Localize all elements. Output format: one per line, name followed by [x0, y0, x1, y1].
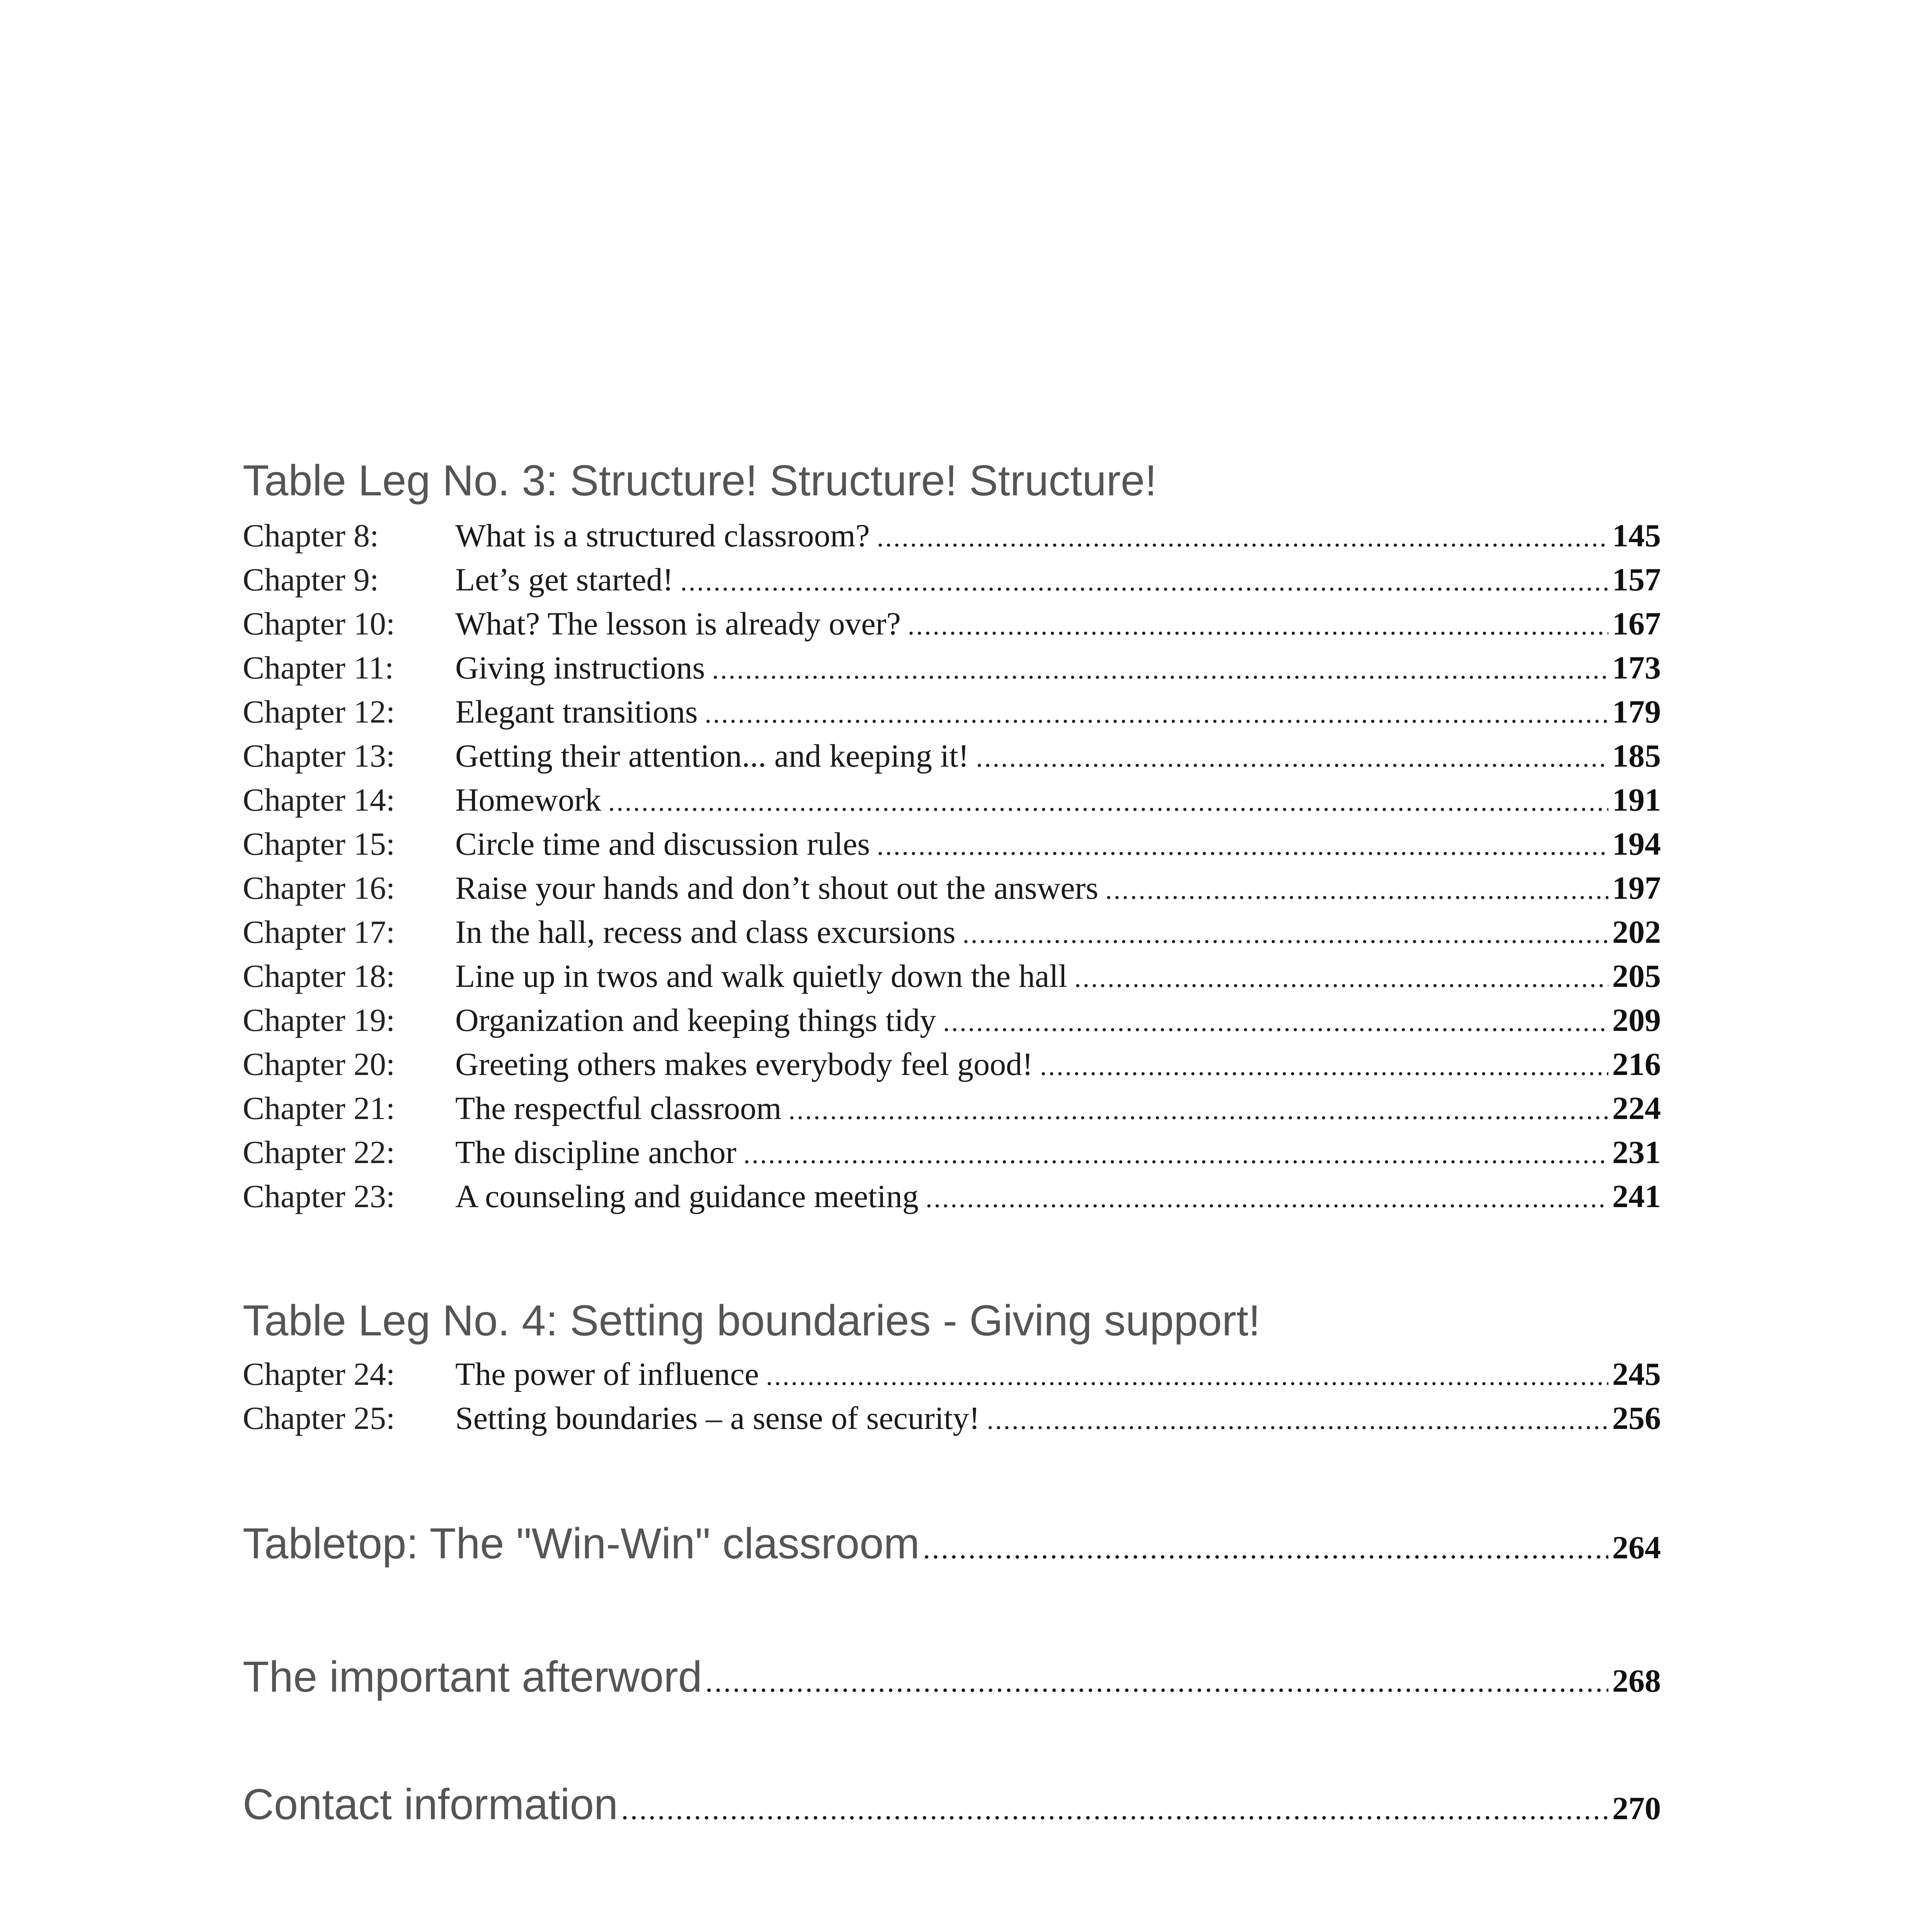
page-ref: 194 — [1612, 826, 1661, 862]
page-ref: 167 — [1612, 606, 1661, 642]
toc-entry[interactable] — [243, 514, 1661, 558]
chapter-label: Chapter 21: — [243, 1090, 395, 1126]
page-ref: 179 — [1612, 694, 1661, 730]
page-ref: 256 — [1612, 1400, 1661, 1436]
chapter-title: Greeting others makes everybody feel good! — [455, 1046, 1033, 1082]
toc-entry[interactable] — [243, 646, 1661, 690]
section-heading-table-leg-3: Table Leg No. 3: Structure! Structure! Structure! — [243, 456, 1157, 505]
page-ref: 173 — [1612, 650, 1661, 686]
dot-leader — [712, 648, 1608, 692]
dot-leader — [766, 1354, 1608, 1398]
dot-leader — [923, 1531, 1608, 1566]
chapter-label: Chapter 15: — [243, 826, 395, 862]
page-ref: 157 — [1612, 562, 1661, 598]
chapter-label: Chapter 10: — [243, 606, 395, 642]
chapter-title: Elegant transitions — [455, 694, 698, 730]
chapter-title: Getting their attention... and keeping it! — [455, 738, 969, 774]
chapter-title: Giving instructions — [455, 650, 705, 686]
toc-entry[interactable] — [243, 1043, 1661, 1087]
dot-leader — [788, 1088, 1608, 1133]
chapter-label: Chapter 18: — [243, 958, 395, 994]
page-ref: 264 — [1612, 1530, 1661, 1566]
entry-title: Tabletop: The "Win-Win" classroom — [243, 1519, 920, 1568]
toc-entry[interactable] — [243, 690, 1661, 734]
dot-leader — [877, 824, 1608, 868]
dot-leader — [1105, 868, 1608, 912]
chapter-label: Chapter 20: — [243, 1046, 395, 1082]
dot-leader — [1074, 956, 1608, 1000]
dot-leader — [877, 516, 1608, 560]
dot-leader — [608, 780, 1608, 824]
page-ref: 245 — [1612, 1356, 1661, 1392]
chapter-title: What is a structured classroom? — [455, 518, 870, 554]
page-ref: 197 — [1612, 870, 1661, 906]
page-ref: 202 — [1612, 914, 1661, 950]
chapter-label: Chapter 11: — [243, 650, 394, 686]
page-ref: 224 — [1612, 1090, 1661, 1126]
chapter-title: Organization and keeping things tidy — [455, 1002, 936, 1038]
chapter-title: In the hall, recess and class excursions — [455, 914, 956, 950]
dot-leader — [908, 604, 1608, 648]
toc-entry[interactable] — [243, 1352, 1661, 1396]
chapter-title: The respectful classroom — [455, 1090, 782, 1126]
toc-entry[interactable] — [243, 734, 1661, 778]
chapter-title: A counseling and guidance meeting — [455, 1179, 919, 1214]
toc-list-table-leg-4 — [243, 1352, 1661, 1440]
toc-entry-tabletop[interactable] — [243, 1519, 1661, 1568]
chapter-label: Chapter 14: — [243, 782, 395, 818]
chapter-label: Chapter 24: — [243, 1356, 395, 1392]
chapter-label: Chapter 19: — [243, 1002, 395, 1038]
chapter-label: Chapter 16: — [243, 870, 395, 906]
chapter-title: What? The lesson is already over? — [455, 606, 901, 642]
dot-leader — [926, 1177, 1608, 1221]
entry-title: The important afterword — [243, 1653, 702, 1701]
chapter-label: Chapter 17: — [243, 914, 395, 950]
dot-leader — [621, 1792, 1608, 1827]
chapter-label: Chapter 13: — [243, 738, 395, 774]
chapter-label: Chapter 25: — [243, 1400, 395, 1436]
toc-entry[interactable] — [243, 778, 1661, 822]
toc-entry[interactable] — [243, 822, 1661, 866]
dot-leader — [705, 1664, 1608, 1699]
chapter-title: Let’s get started! — [455, 562, 674, 598]
dot-leader — [1040, 1044, 1608, 1088]
toc-entry[interactable] — [243, 1396, 1661, 1440]
chapter-label: Chapter 8: — [243, 518, 379, 554]
dot-leader — [680, 560, 1608, 604]
page-ref: 205 — [1612, 958, 1661, 994]
chapter-title: Setting boundaries – a sense of security! — [455, 1400, 980, 1436]
page-ref: 209 — [1612, 1002, 1661, 1038]
dot-leader — [705, 692, 1608, 736]
toc-entry[interactable] — [243, 558, 1661, 602]
page-ref: 231 — [1612, 1134, 1661, 1170]
dot-leader — [744, 1133, 1608, 1177]
page-ref: 185 — [1612, 738, 1661, 774]
dot-leader — [987, 1398, 1608, 1442]
toc-entry[interactable] — [243, 1087, 1661, 1131]
toc-entry-afterword[interactable] — [243, 1652, 1661, 1702]
chapter-label: Chapter 12: — [243, 694, 395, 730]
chapter-label: Chapter 9: — [243, 562, 379, 598]
page-ref: 268 — [1612, 1663, 1661, 1699]
toc-entry[interactable] — [243, 910, 1661, 954]
toc-entry[interactable] — [243, 998, 1661, 1043]
dot-leader — [943, 1000, 1608, 1044]
toc-entry-contact[interactable] — [243, 1779, 1661, 1829]
page-ref: 191 — [1612, 782, 1661, 818]
chapter-title: Homework — [455, 782, 601, 818]
dot-leader — [976, 736, 1608, 780]
page-ref: 270 — [1612, 1791, 1661, 1827]
toc-entry[interactable] — [243, 1175, 1661, 1219]
section-heading-table-leg-4: Table Leg No. 4: Setting boundaries - Giving support! — [243, 1296, 1261, 1345]
chapter-title: The power of influence — [455, 1356, 759, 1392]
chapter-label: Chapter 23: — [243, 1179, 395, 1214]
chapter-label: Chapter 22: — [243, 1134, 395, 1170]
toc-entry[interactable] — [243, 1131, 1661, 1175]
dot-leader — [963, 912, 1608, 956]
page-ref: 145 — [1612, 518, 1661, 554]
entry-title: Contact information — [243, 1780, 618, 1828]
page-ref: 241 — [1612, 1179, 1661, 1214]
toc-entry[interactable] — [243, 954, 1661, 998]
toc-list-table-leg-3 — [243, 514, 1661, 1219]
chapter-title: Raise your hands and don’t shout out the answers — [455, 870, 1099, 906]
page-ref: 216 — [1612, 1046, 1661, 1082]
toc-entry[interactable] — [243, 602, 1661, 646]
chapter-title: The discipline anchor — [455, 1134, 737, 1170]
toc-entry[interactable] — [243, 866, 1661, 910]
chapter-title: Line up in twos and walk quietly down the hall — [455, 958, 1068, 994]
chapter-title: Circle time and discussion rules — [455, 826, 870, 862]
